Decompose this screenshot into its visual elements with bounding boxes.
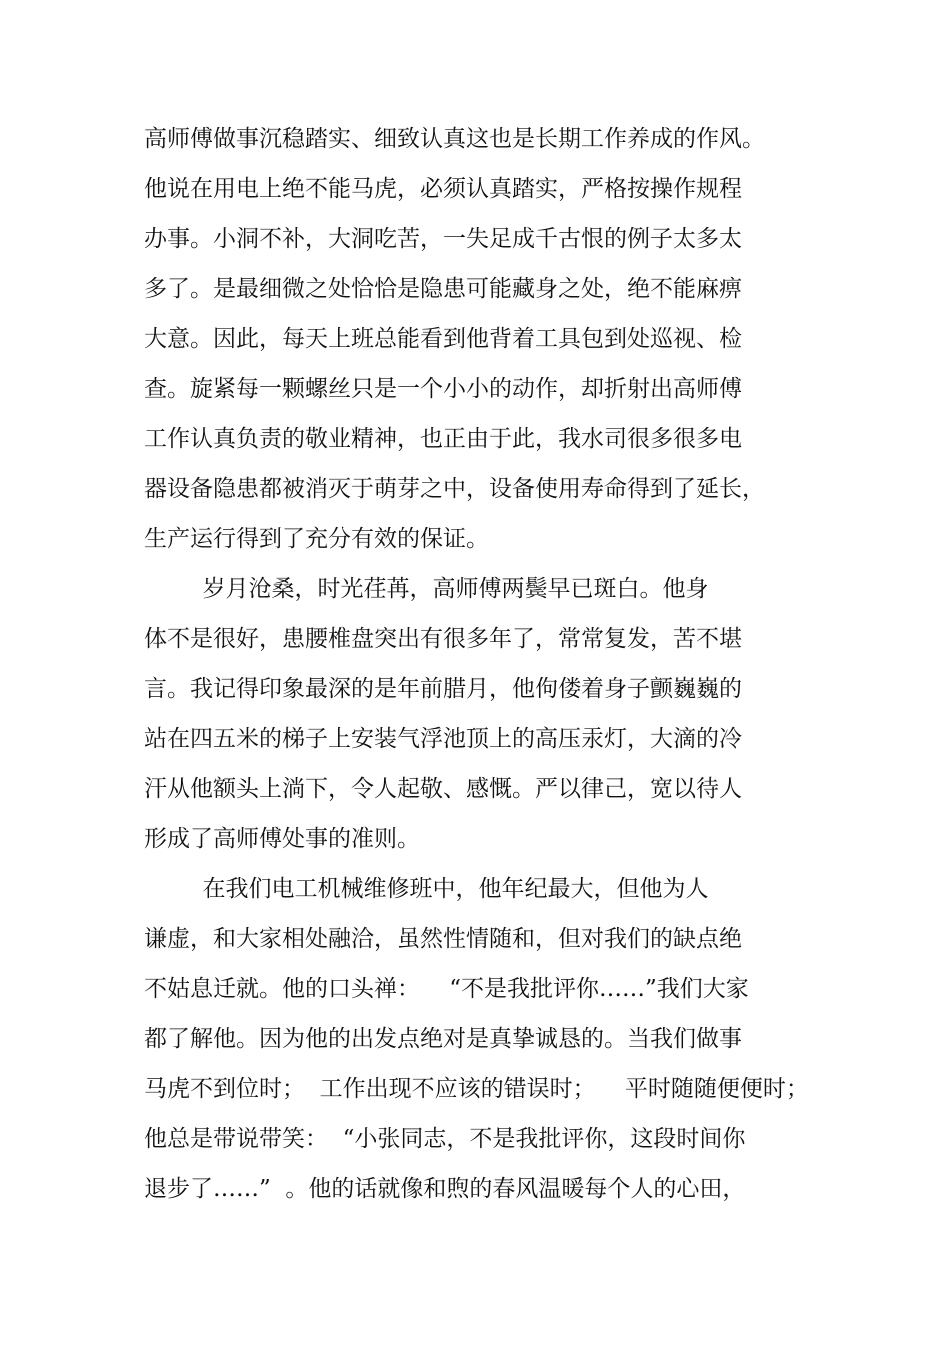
body-text <box>144 119 824 1219</box>
text-line: 工作认真负责的敬业精神，也正由于此，我水司很多很多电 <box>144 426 742 452</box>
text-line: 体不是很好，患腰椎盘突出有很多年了，常常复发，苦不堪 <box>144 626 742 652</box>
text-line: 岁月沧桑，时光荏苒，高师傅两鬓早已斑白。他身 <box>144 576 709 602</box>
text-line: 大意。因此，每天上班总能看到他背着工具包到处巡视、检 <box>144 326 742 352</box>
text-line: 高师傅做事沉稳踏实、细致认真这也是长期工作养成的作风。 <box>144 126 765 152</box>
text-line: 在我们电工机械维修班中，他年纪最大，但他为人 <box>144 876 709 902</box>
text-line: 谦虚，和大家相处融洽，虽然性情随和，但对我们的缺点绝 <box>144 926 742 952</box>
text-line: 生产运行得到了充分有效的保证。 <box>144 526 489 552</box>
text-line: 退步了……” 。他的话就像和煦的春风温暖每个人的心田， <box>144 1176 746 1202</box>
text-line: 汗从他额头上淌下，令人起敬、感慨。严以律己，宽以待人 <box>144 776 742 802</box>
text-line: 查。旋紧每一颗螺丝只是一个小小的动作，却折射出高师傅 <box>144 376 742 402</box>
text-line: 多了。是最细微之处恰恰是隐患可能藏身之处，绝不能麻痹 <box>144 276 742 302</box>
text-line: 言。我记得印象最深的是年前腊月，他佝偻着身子颤巍巍的 <box>144 676 742 702</box>
text-line: 站在四五米的梯子上安装气浮池顶上的高压汞灯，大滴的冷 <box>144 726 742 752</box>
text-line: 他总是带说带笑： “小张同志，不是我批评你，这段时间你 <box>144 1126 746 1152</box>
text-line: 马虎不到位时； 工作出现不应该的错误时； 平时随随便便时； <box>144 1076 809 1102</box>
text-line: 形成了高师傅处事的准则。 <box>144 826 420 852</box>
text-line: 办事。小洞不补，大洞吃苦，一失足成千古恨的例子太多太 <box>144 226 742 252</box>
text-line: 都了解他。因为他的出发点绝对是真挚诚恳的。当我们做事 <box>144 1026 742 1052</box>
text-line: 他说在用电上绝不能马虎，必须认真踏实，严格按操作规程 <box>144 176 742 202</box>
text-line: 器设备隐患都被消灭于萌芽之中，设备使用寿命得到了延长， <box>144 476 765 502</box>
text-line: 不姑息迁就。他的口头禅： “不是我批评你……”我们大家 <box>144 976 749 1002</box>
